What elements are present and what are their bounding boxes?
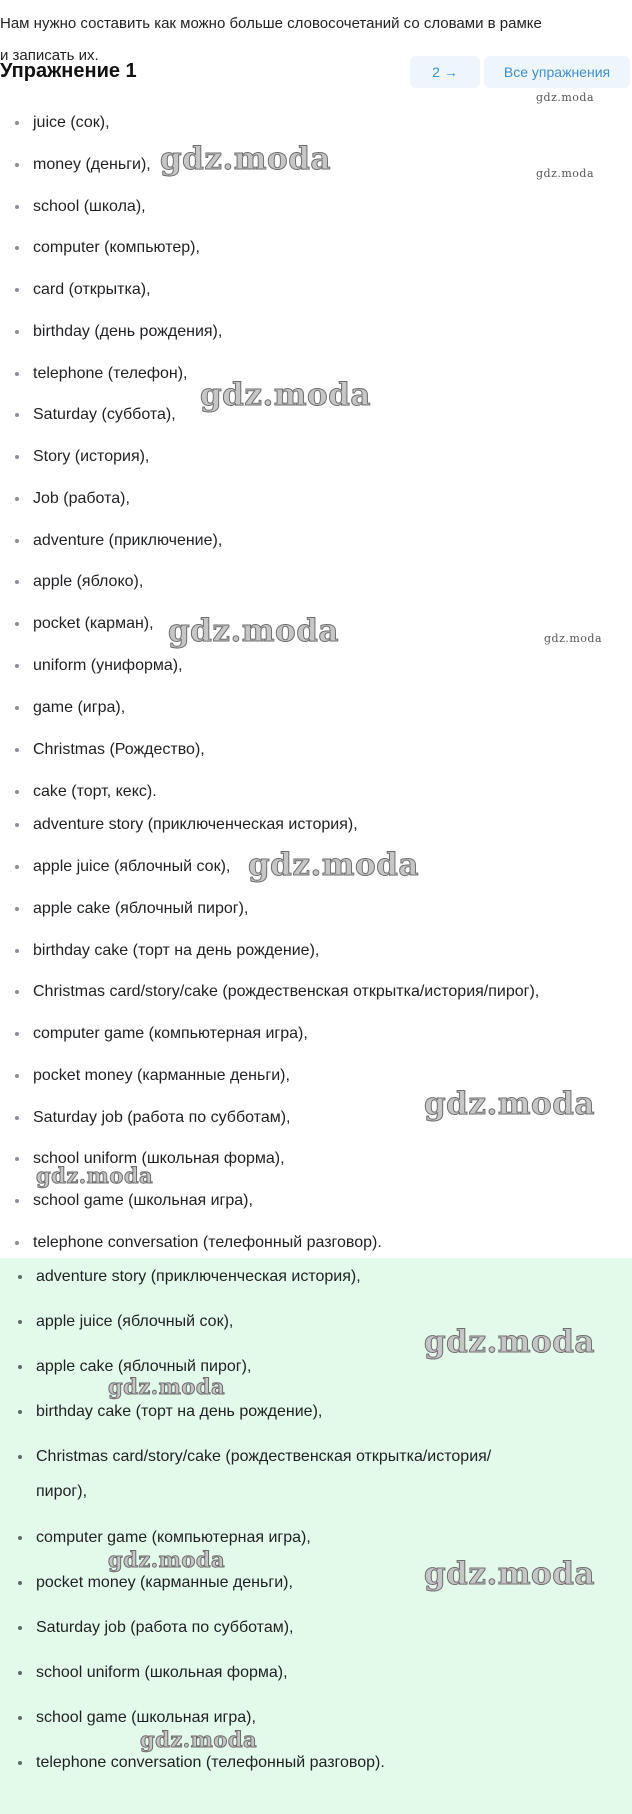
watermark: gdz.moda	[168, 613, 339, 649]
bullet-icon	[15, 455, 19, 459]
bullet-icon	[18, 1671, 22, 1675]
bullet-icon	[15, 413, 19, 417]
bullet-icon	[15, 748, 19, 752]
watermark: gdz.moda	[248, 847, 419, 883]
bullet-icon	[18, 1320, 22, 1324]
exercise-title: Упражнение 1	[0, 60, 137, 82]
watermark: gdz.moda	[424, 1324, 595, 1360]
intro-line-1: Нам нужно составить как можно больше словосочетаний со словами в рамке	[0, 15, 542, 32]
bullet-icon	[15, 288, 19, 292]
intro-line-2: и записать их.	[0, 47, 99, 64]
bullet-icon	[15, 1074, 19, 1078]
bullet-icon	[15, 580, 19, 584]
bullet-icon	[18, 1626, 22, 1630]
bullet-icon	[18, 1365, 22, 1369]
bullet-icon	[15, 539, 19, 543]
watermark: gdz.moda	[140, 1727, 258, 1752]
watermark: gdz.moda	[544, 632, 603, 645]
watermark: gdz.moda	[36, 1163, 154, 1188]
bullet-icon	[18, 1410, 22, 1414]
bullet-icon	[15, 949, 19, 953]
watermark: gdz.moda	[424, 1086, 595, 1122]
bullet-icon	[15, 205, 19, 209]
bullet-icon	[15, 121, 19, 125]
bullet-icon	[18, 1761, 22, 1765]
bullet-icon	[15, 330, 19, 334]
bullet-icon	[15, 372, 19, 376]
bullet-icon	[15, 1116, 19, 1120]
bullet-icon	[15, 823, 19, 827]
bullet-icon	[18, 1275, 22, 1279]
watermark: gdz.moda	[108, 1547, 226, 1572]
bullet-icon	[15, 622, 19, 626]
bullet-icon	[15, 1032, 19, 1036]
watermark: gdz.moda	[200, 377, 371, 413]
bullet-icon	[15, 990, 19, 994]
bullet-icon	[18, 1581, 22, 1585]
watermark: gdz.moda	[160, 141, 331, 177]
next-exercise-button[interactable]: 2 →	[410, 56, 480, 88]
bullet-icon	[15, 163, 19, 167]
bullet-icon	[15, 497, 19, 501]
bullet-icon	[15, 790, 19, 794]
watermark: gdz.moda	[108, 1374, 226, 1399]
bullet-icon	[15, 1241, 19, 1245]
bullet-icon	[15, 1199, 19, 1203]
all-exercises-button[interactable]: Все упражнения	[484, 56, 630, 88]
watermark: gdz.moda	[536, 91, 595, 104]
bullet-icon	[15, 865, 19, 869]
bullet-icon	[15, 664, 19, 668]
watermark: gdz.moda	[424, 1556, 595, 1592]
bullet-icon	[15, 1157, 19, 1161]
bullet-icon	[15, 706, 19, 710]
bullet-icon	[15, 907, 19, 911]
watermark: gdz.moda	[536, 167, 595, 180]
bullet-icon	[18, 1716, 22, 1720]
bullet-icon	[18, 1455, 22, 1459]
bullet-icon	[15, 246, 19, 250]
bullet-icon	[18, 1536, 22, 1540]
